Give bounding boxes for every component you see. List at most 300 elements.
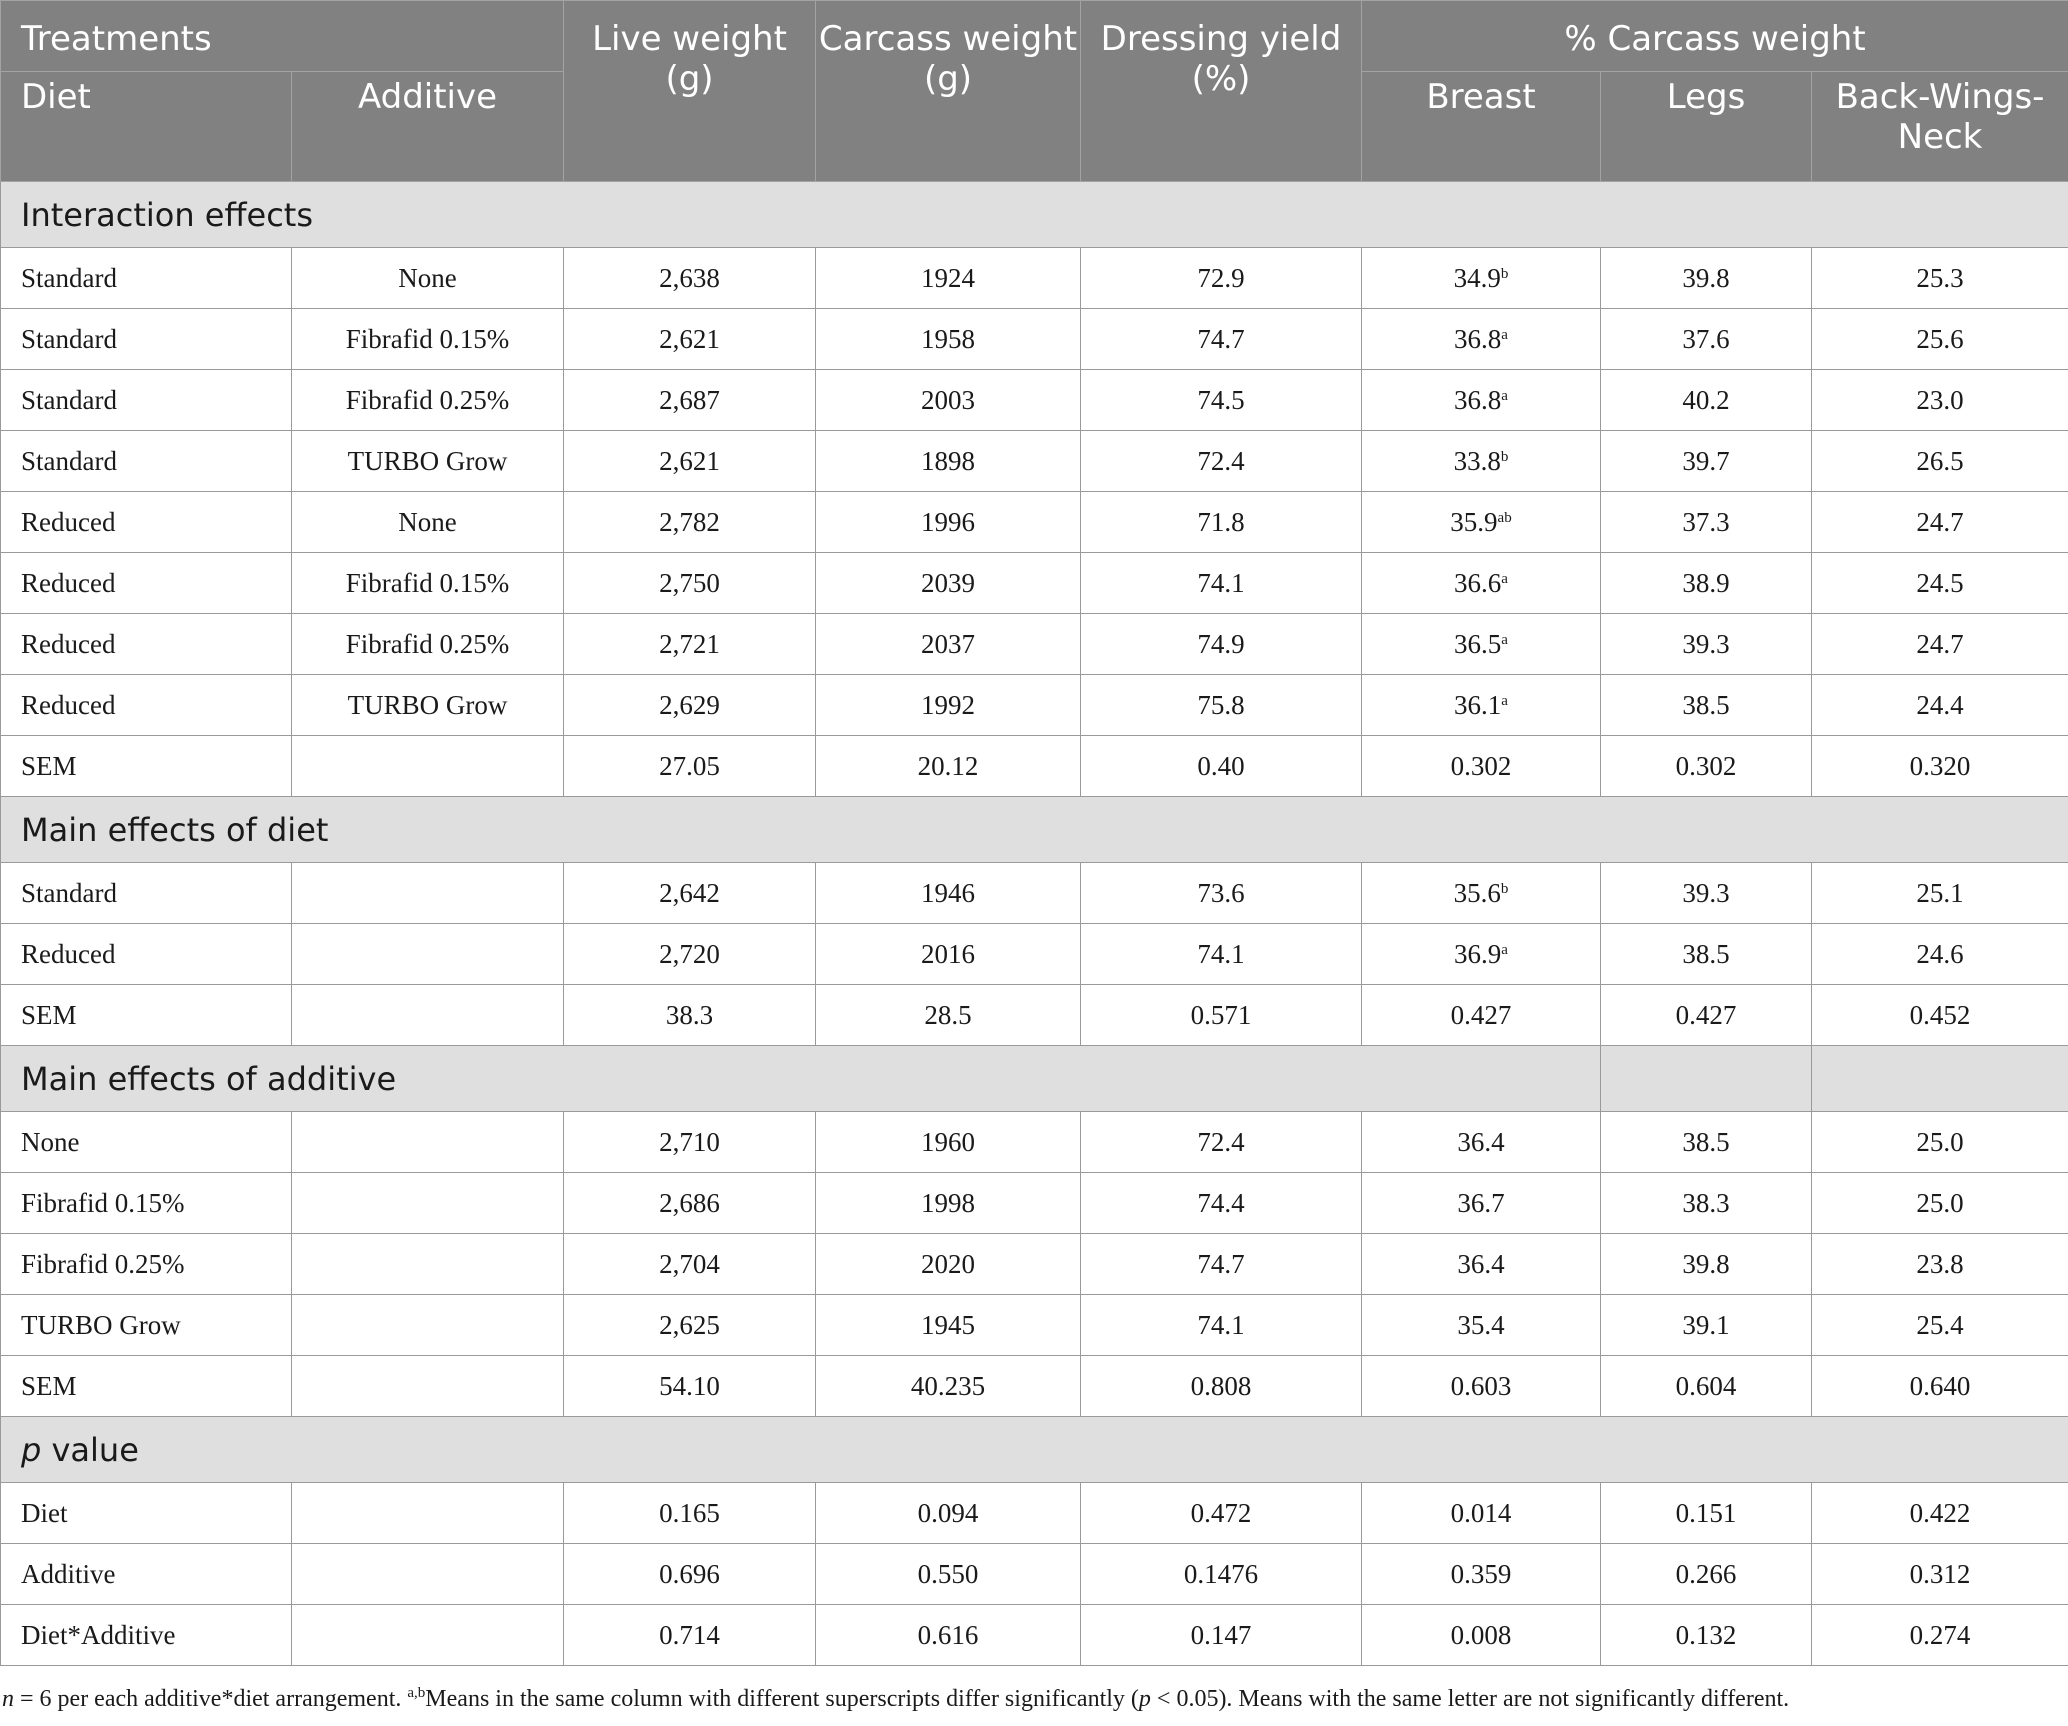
- section-header-row: [1, 1417, 2068, 1483]
- cell-additive: [292, 1295, 564, 1356]
- significance-superscript: b: [1500, 880, 1509, 897]
- cell-live-weight-value: 2,687: [659, 384, 720, 415]
- cell-legs: [1601, 924, 1812, 985]
- cell-diet-value: Diet: [21, 1497, 68, 1528]
- cell-diet: [1, 675, 292, 736]
- cell-diet: [1, 863, 292, 924]
- header-carcass-weight: Carcass weight (g): [816, 1, 1081, 182]
- cell-carcass-weight: [816, 985, 1081, 1046]
- cell-live-weight-value: 38.3: [665, 999, 714, 1030]
- cell-live-weight: [564, 553, 816, 614]
- cell-breast-value: 0.014: [1450, 1497, 1512, 1528]
- cell-carcass-weight: [816, 614, 1081, 675]
- cell-back-wings-neck-value: 0.320: [1909, 750, 1971, 781]
- cell-legs-value: 39.8: [1682, 1248, 1730, 1279]
- table-row: [1, 924, 2068, 985]
- cell-legs-value: 38.5: [1682, 938, 1730, 969]
- cell-legs-value: 39.3: [1682, 628, 1730, 659]
- cell-live-weight: [564, 1483, 816, 1544]
- cell-breast: [1362, 1356, 1601, 1417]
- cell-back-wings-neck: [1812, 675, 2068, 736]
- section-title-rest: value: [41, 1430, 139, 1469]
- cell-legs: [1601, 614, 1812, 675]
- cell-diet: [1, 1295, 292, 1356]
- cell-live-weight: [564, 1295, 816, 1356]
- cell-breast: [1362, 309, 1601, 370]
- cell-back-wings-neck: [1812, 1112, 2068, 1173]
- cell-live-weight-value: 2,621: [659, 323, 720, 354]
- cell-breast-value: 36.8: [1454, 323, 1502, 354]
- cell-dressing-yield: [1081, 1356, 1362, 1417]
- header-additive: Additive: [292, 72, 564, 182]
- cell-breast: [1362, 863, 1601, 924]
- table-row: [1, 492, 2068, 553]
- cell-diet-value: Standard: [21, 445, 117, 476]
- cell-back-wings-neck: [1812, 1234, 2068, 1295]
- cell-dressing-yield-value: 72.4: [1197, 445, 1245, 476]
- cell-back-wings-neck-value: 25.1: [1916, 877, 1964, 908]
- cell-carcass-weight: [816, 492, 1081, 553]
- cell-live-weight-value: 2,642: [659, 877, 720, 908]
- section-title: Main effects of additive: [1, 1046, 1601, 1112]
- cell-live-weight-value: 54.10: [659, 1370, 720, 1401]
- cell-back-wings-neck: [1812, 248, 2068, 309]
- cell-dressing-yield: [1081, 614, 1362, 675]
- cell-dressing-yield-value: 74.5: [1197, 384, 1245, 415]
- cell-live-weight: [564, 1356, 816, 1417]
- significance-superscript: ab: [1497, 509, 1512, 526]
- cell-legs: [1601, 1295, 1812, 1356]
- cell-back-wings-neck-value: 24.6: [1916, 938, 1964, 969]
- cell-legs-value: 39.7: [1682, 445, 1730, 476]
- cell-dressing-yield-value: 73.6: [1197, 877, 1245, 908]
- cell-dressing-yield-value: 72.4: [1197, 1126, 1245, 1157]
- cell-legs: [1601, 248, 1812, 309]
- cell-legs: [1601, 675, 1812, 736]
- header-live-weight: Live weight (g): [564, 1, 816, 182]
- table-row: [1, 309, 2068, 370]
- cell-diet-value: Reduced: [21, 938, 116, 969]
- cell-additive: [292, 248, 564, 309]
- cell-breast: [1362, 1112, 1601, 1173]
- cell-dressing-yield: [1081, 1483, 1362, 1544]
- section-title: [1, 1417, 2068, 1483]
- table-row: [1, 1483, 2068, 1544]
- cell-carcass-weight-value: 1898: [921, 445, 975, 476]
- cell-live-weight: [564, 1605, 816, 1666]
- table-row: [1, 553, 2068, 614]
- table-row: [1, 431, 2068, 492]
- header-legs: Legs: [1601, 72, 1812, 182]
- cell-back-wings-neck-value: 25.3: [1916, 262, 1964, 293]
- cell-back-wings-neck-value: 24.5: [1916, 567, 1964, 598]
- cell-carcass-weight-value: 1924: [921, 262, 975, 293]
- cell-diet: [1, 492, 292, 553]
- cell-carcass-weight-value: 0.550: [917, 1558, 979, 1589]
- cell-breast-value: 0.603: [1450, 1370, 1512, 1401]
- cell-carcass-weight-value: 40.235: [910, 1370, 986, 1401]
- header-breast: Breast: [1362, 72, 1601, 182]
- cell-carcass-weight-value: 0.616: [917, 1619, 979, 1650]
- cell-live-weight: [564, 370, 816, 431]
- header-back-wings-neck: Back-Wings-Neck: [1812, 72, 2068, 182]
- cell-back-wings-neck-value: 25.0: [1916, 1187, 1964, 1218]
- cell-live-weight-value: 2,720: [659, 938, 720, 969]
- cell-legs-value: 0.151: [1675, 1497, 1737, 1528]
- cell-additive: [292, 1605, 564, 1666]
- cell-diet-value: TURBO Grow: [21, 1309, 181, 1340]
- cell-additive: [292, 553, 564, 614]
- cell-additive: [292, 985, 564, 1046]
- cell-diet-value: Fibrafid 0.15%: [21, 1187, 185, 1218]
- cell-additive: [292, 1544, 564, 1605]
- cell-diet: [1, 1544, 292, 1605]
- cell-dressing-yield-value: 74.4: [1197, 1187, 1245, 1218]
- cell-dressing-yield-value: 74.1: [1197, 938, 1245, 969]
- cell-diet: [1, 924, 292, 985]
- cell-diet-value: Standard: [21, 877, 117, 908]
- cell-dressing-yield-value: 0.1476: [1183, 1558, 1259, 1589]
- cell-back-wings-neck: [1812, 1544, 2068, 1605]
- cell-legs: [1601, 736, 1812, 797]
- cell-breast-value: 0.302: [1450, 750, 1512, 781]
- footnote-text-2: Means in the same column with different superscripts differ significantly (: [425, 1686, 1139, 1712]
- header-pct-carcass-weight: % Carcass weight: [1362, 1, 2068, 72]
- cell-carcass-weight-value: 2039: [921, 567, 975, 598]
- cell-legs: [1601, 1112, 1812, 1173]
- cell-carcass-weight-value: 2020: [921, 1248, 975, 1279]
- cell-back-wings-neck-value: 0.312: [1909, 1558, 1971, 1589]
- cell-dressing-yield: [1081, 985, 1362, 1046]
- cell-carcass-weight: [816, 248, 1081, 309]
- cell-live-weight-value: 2,704: [659, 1248, 720, 1279]
- cell-additive: [292, 675, 564, 736]
- cell-legs-value: 38.9: [1682, 567, 1730, 598]
- cell-back-wings-neck-value: 25.6: [1916, 323, 1964, 354]
- cell-additive-value: TURBO Grow: [347, 689, 508, 720]
- significance-superscript: a: [1501, 326, 1508, 343]
- cell-breast: [1362, 248, 1601, 309]
- cell-back-wings-neck: [1812, 614, 2068, 675]
- cell-diet-value: SEM: [21, 999, 77, 1030]
- significance-superscript: a: [1501, 631, 1508, 648]
- cell-live-weight-value: 2,686: [659, 1187, 720, 1218]
- cell-live-weight: [564, 985, 816, 1046]
- cell-back-wings-neck: [1812, 431, 2068, 492]
- cell-live-weight-value: 2,621: [659, 445, 720, 476]
- cell-breast: [1362, 492, 1601, 553]
- cell-legs: [1601, 1173, 1812, 1234]
- cell-dressing-yield: [1081, 1112, 1362, 1173]
- section-blank-cell: [1601, 1046, 1812, 1112]
- cell-back-wings-neck: [1812, 370, 2068, 431]
- cell-carcass-weight: [816, 1112, 1081, 1173]
- cell-live-weight: [564, 431, 816, 492]
- cell-diet: [1, 553, 292, 614]
- cell-carcass-weight: [816, 736, 1081, 797]
- cell-live-weight-value: 0.165: [659, 1497, 720, 1528]
- cell-live-weight-value: 0.714: [659, 1619, 720, 1650]
- cell-breast-value: 35.6: [1453, 877, 1501, 908]
- cell-legs-value: 37.6: [1682, 323, 1730, 354]
- cell-additive: [292, 370, 564, 431]
- table-row: [1, 1544, 2068, 1605]
- cell-carcass-weight-value: 2003: [921, 384, 975, 415]
- cell-additive: [292, 309, 564, 370]
- cell-dressing-yield: [1081, 924, 1362, 985]
- table-row: [1, 1295, 2068, 1356]
- cell-diet-value: SEM: [21, 750, 77, 781]
- cell-dressing-yield: [1081, 1605, 1362, 1666]
- cell-diet: [1, 309, 292, 370]
- footnote-p: p: [1138, 1686, 1151, 1712]
- significance-superscript: b: [1500, 448, 1509, 465]
- cell-carcass-weight: [816, 1544, 1081, 1605]
- cell-additive: [292, 492, 564, 553]
- cell-breast: [1362, 1234, 1601, 1295]
- section-title-italic: p: [21, 1430, 42, 1469]
- cell-breast: [1362, 924, 1601, 985]
- cell-carcass-weight-value: 1998: [921, 1187, 975, 1218]
- cell-carcass-weight-value: 1996: [921, 506, 975, 537]
- cell-breast: [1362, 553, 1601, 614]
- cell-dressing-yield-value: 0.571: [1190, 999, 1252, 1030]
- cell-live-weight-value: 2,629: [659, 689, 720, 720]
- table-row: [1, 1112, 2068, 1173]
- cell-live-weight: [564, 924, 816, 985]
- cell-legs: [1601, 1234, 1812, 1295]
- cell-back-wings-neck-value: 26.5: [1916, 445, 1964, 476]
- cell-breast-value: 36.5: [1454, 628, 1502, 659]
- cell-carcass-weight: [816, 309, 1081, 370]
- cell-diet: [1, 614, 292, 675]
- cell-live-weight-value: 2,638: [659, 262, 720, 293]
- cell-live-weight: [564, 309, 816, 370]
- cell-diet-value: Fibrafid 0.25%: [21, 1248, 185, 1279]
- cell-diet-value: SEM: [21, 1370, 77, 1401]
- cell-diet-value: Reduced: [21, 628, 116, 659]
- cell-dressing-yield-value: 74.7: [1197, 1248, 1245, 1279]
- cell-breast-value: 34.9: [1453, 262, 1501, 293]
- cell-breast-value: 36.4: [1457, 1126, 1505, 1157]
- cell-legs-value: 38.5: [1682, 689, 1730, 720]
- cell-legs: [1601, 553, 1812, 614]
- header-treatments: Treatments: [1, 1, 564, 72]
- cell-live-weight: [564, 248, 816, 309]
- cell-carcass-weight-value: 1945: [921, 1309, 975, 1340]
- table-row: [1, 1356, 2068, 1417]
- cell-live-weight: [564, 1544, 816, 1605]
- cell-diet-value: Standard: [21, 384, 117, 415]
- table-row: [1, 863, 2068, 924]
- cell-legs: [1601, 492, 1812, 553]
- cell-back-wings-neck-value: 23.0: [1916, 384, 1964, 415]
- cell-live-weight-value: 2,625: [659, 1309, 720, 1340]
- cell-dressing-yield: [1081, 431, 1362, 492]
- cell-diet: [1, 1112, 292, 1173]
- cell-live-weight: [564, 863, 816, 924]
- cell-live-weight-value: 2,782: [659, 506, 720, 537]
- cell-diet-value: Reduced: [21, 506, 116, 537]
- cell-dressing-yield: [1081, 675, 1362, 736]
- cell-back-wings-neck-value: 24.7: [1916, 628, 1964, 659]
- cell-carcass-weight-value: 20.12: [917, 750, 979, 781]
- cell-diet-value: Additive: [21, 1558, 116, 1589]
- cell-carcass-weight: [816, 1295, 1081, 1356]
- table-row: [1, 1173, 2068, 1234]
- cell-carcass-weight: [816, 675, 1081, 736]
- cell-dressing-yield-value: 74.1: [1197, 567, 1245, 598]
- cell-additive-value: Fibrafid 0.15%: [345, 323, 510, 354]
- cell-carcass-weight-value: 1958: [921, 323, 975, 354]
- table-row: [1, 736, 2068, 797]
- cell-dressing-yield: [1081, 370, 1362, 431]
- cell-carcass-weight: [816, 1234, 1081, 1295]
- cell-additive: [292, 431, 564, 492]
- cell-breast: [1362, 1483, 1601, 1544]
- cell-legs-value: 0.604: [1675, 1370, 1737, 1401]
- cell-breast-value: 36.8: [1454, 384, 1502, 415]
- table-row: [1, 1234, 2068, 1295]
- cell-back-wings-neck: [1812, 1295, 2068, 1356]
- cell-dressing-yield-value: 74.7: [1197, 323, 1245, 354]
- cell-breast: [1362, 431, 1601, 492]
- cell-breast-value: 0.427: [1450, 999, 1512, 1030]
- cell-carcass-weight-value: 1960: [921, 1126, 975, 1157]
- cell-breast-value: 36.1: [1454, 689, 1502, 720]
- cell-live-weight: [564, 736, 816, 797]
- cell-live-weight-value: 2,750: [659, 567, 720, 598]
- cell-breast-value: 36.7: [1457, 1187, 1505, 1218]
- cell-diet: [1, 1173, 292, 1234]
- cell-live-weight: [564, 492, 816, 553]
- cell-breast: [1362, 1605, 1601, 1666]
- table-footnote: [0, 1686, 2068, 1713]
- cell-additive-value: Fibrafid 0.25%: [345, 628, 510, 659]
- cell-back-wings-neck: [1812, 1356, 2068, 1417]
- cell-diet: [1, 370, 292, 431]
- cell-dressing-yield-value: 0.147: [1190, 1619, 1252, 1650]
- cell-dressing-yield: [1081, 1295, 1362, 1356]
- cell-breast-value: 36.6: [1454, 567, 1502, 598]
- cell-additive-value: None: [398, 506, 457, 537]
- footnote-text-3: < 0.05). Means with the same letter are not significantly different.: [1150, 1686, 1790, 1712]
- cell-dressing-yield: [1081, 1544, 1362, 1605]
- cell-live-weight-value: 2,710: [659, 1126, 720, 1157]
- section-blank-cell: [1812, 1046, 2068, 1112]
- cell-legs-value: 39.8: [1682, 262, 1730, 293]
- section-title: Interaction effects: [1, 182, 2068, 248]
- cell-dressing-yield: [1081, 309, 1362, 370]
- significance-superscript: a: [1501, 387, 1508, 404]
- cell-dressing-yield-value: 74.9: [1197, 628, 1245, 659]
- section-header-row: [1, 1046, 2068, 1112]
- cell-diet-value: Reduced: [21, 567, 116, 598]
- cell-back-wings-neck-value: 24.7: [1916, 506, 1964, 537]
- cell-dressing-yield-value: 0.808: [1190, 1370, 1252, 1401]
- cell-breast-value: 36.9: [1454, 938, 1502, 969]
- cell-breast: [1362, 1173, 1601, 1234]
- cell-carcass-weight: [816, 370, 1081, 431]
- cell-back-wings-neck-value: 0.640: [1909, 1370, 1971, 1401]
- cell-breast-value: 0.359: [1450, 1558, 1512, 1589]
- cell-live-weight: [564, 1234, 816, 1295]
- cell-additive: [292, 1483, 564, 1544]
- cell-legs-value: 0.427: [1675, 999, 1737, 1030]
- cell-additive: [292, 1112, 564, 1173]
- cell-dressing-yield: [1081, 736, 1362, 797]
- cell-back-wings-neck: [1812, 985, 2068, 1046]
- cell-carcass-weight: [816, 553, 1081, 614]
- cell-back-wings-neck-value: 23.8: [1916, 1248, 1964, 1279]
- cell-dressing-yield: [1081, 553, 1362, 614]
- cell-back-wings-neck-value: 25.4: [1916, 1309, 1964, 1340]
- significance-superscript: b: [1500, 265, 1509, 282]
- cell-diet: [1, 985, 292, 1046]
- cell-breast-value: 33.8: [1453, 445, 1501, 476]
- cell-breast-value: 36.4: [1457, 1248, 1505, 1279]
- cell-additive-value: Fibrafid 0.25%: [345, 384, 510, 415]
- cell-additive-value: TURBO Grow: [347, 445, 508, 476]
- cell-additive: [292, 1173, 564, 1234]
- cell-back-wings-neck: [1812, 553, 2068, 614]
- cell-legs-value: 37.3: [1682, 506, 1730, 537]
- cell-legs-value: 0.132: [1675, 1619, 1737, 1650]
- cell-diet: [1, 736, 292, 797]
- cell-breast: [1362, 675, 1601, 736]
- cell-dressing-yield-value: 0.40: [1197, 750, 1245, 781]
- cell-dressing-yield: [1081, 1234, 1362, 1295]
- cell-carcass-weight: [816, 431, 1081, 492]
- header-diet: Diet: [1, 72, 292, 182]
- cell-carcass-weight: [816, 924, 1081, 985]
- cell-dressing-yield: [1081, 492, 1362, 553]
- significance-superscript: a: [1501, 692, 1508, 709]
- cell-back-wings-neck-value: 0.274: [1909, 1619, 1971, 1650]
- cell-carcass-weight: [816, 1173, 1081, 1234]
- cell-breast: [1362, 1544, 1601, 1605]
- cell-back-wings-neck: [1812, 1483, 2068, 1544]
- cell-diet-value: Reduced: [21, 689, 116, 720]
- cell-legs: [1601, 863, 1812, 924]
- cell-breast: [1362, 736, 1601, 797]
- cell-legs: [1601, 985, 1812, 1046]
- footnote-n: n: [2, 1686, 14, 1712]
- cell-dressing-yield-value: 74.1: [1197, 1309, 1245, 1340]
- cell-diet: [1, 1234, 292, 1295]
- cell-legs: [1601, 1544, 1812, 1605]
- cell-legs: [1601, 309, 1812, 370]
- cell-additive: [292, 1356, 564, 1417]
- cell-dressing-yield-value: 75.8: [1197, 689, 1245, 720]
- cell-legs-value: 38.5: [1682, 1126, 1730, 1157]
- footnote-text-1: = 6 per each additive*diet arrangement.: [14, 1686, 408, 1712]
- cell-breast-value: 0.008: [1450, 1619, 1512, 1650]
- footnote-superscript: a,b: [407, 1685, 426, 1701]
- table-row: [1, 248, 2068, 309]
- cell-live-weight: [564, 614, 816, 675]
- cell-legs-value: 0.266: [1675, 1558, 1737, 1589]
- cell-back-wings-neck: [1812, 736, 2068, 797]
- cell-live-weight-value: 27.05: [659, 750, 720, 781]
- cell-legs-value: 0.302: [1675, 750, 1737, 781]
- cell-back-wings-neck: [1812, 309, 2068, 370]
- cell-back-wings-neck: [1812, 924, 2068, 985]
- cell-dressing-yield: [1081, 1173, 1362, 1234]
- cell-legs-value: 38.3: [1682, 1187, 1730, 1218]
- cell-additive-value: None: [398, 262, 457, 293]
- cell-carcass-weight: [816, 1605, 1081, 1666]
